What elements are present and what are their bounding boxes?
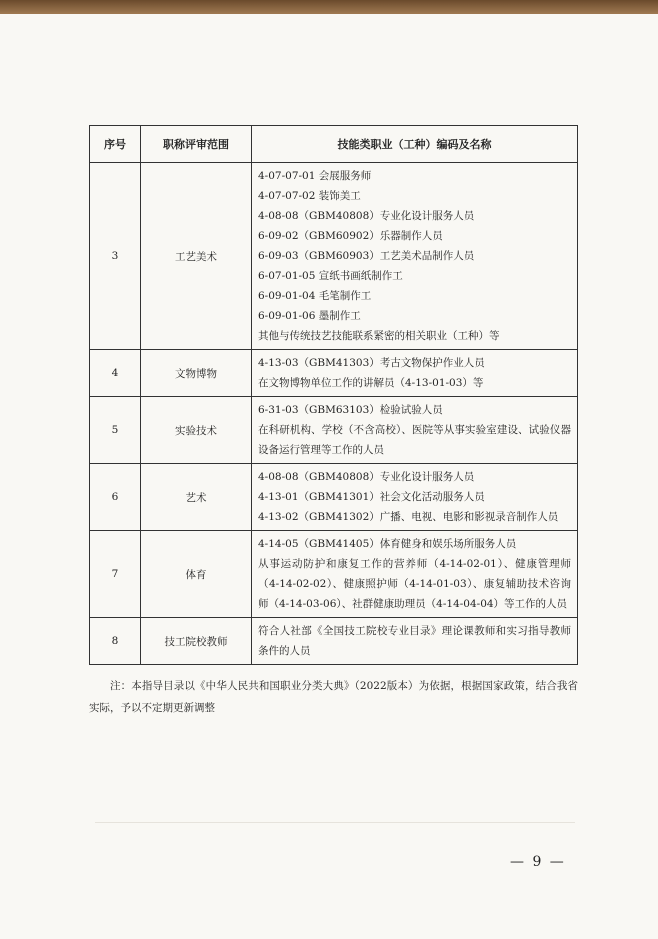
detail-line: 符合人社部《全国技工院校专业目录》理论课教师和实习指导教师条件的人员 xyxy=(258,625,571,657)
detail-line: 4-08-08（GBM40808）专业化设计服务人员 xyxy=(258,471,475,483)
header-serial: 序号 xyxy=(90,126,141,163)
table-row xyxy=(90,350,578,397)
row-detail xyxy=(252,464,578,531)
detail-line: 6-31-03（GBM63103）检验试验人员 xyxy=(258,404,443,416)
detail-line: 从事运动防护和康复工作的营养师（4-14-02-01）、健康管理师（4-14-02-02）、健康照护师（4-14-01-03）、康复辅助技术咨询师（4-14-03-06）、社群健康助理员（4-14-04-04）等工作的人员 xyxy=(258,558,571,610)
table-row xyxy=(90,163,578,350)
footnote: 注：本指导目录以《中华人民共和国职业分类大典》（2022版本）为依据，根据国家政策，结合我省实际，予以不定期更新调整 xyxy=(89,679,578,714)
row-detail xyxy=(252,531,578,618)
detail-line: 6-09-03（GBM60903）工艺美术品制作人员 xyxy=(258,250,475,262)
row-serial: 3 xyxy=(90,163,141,350)
occupation-table xyxy=(89,125,578,665)
detail-line: 4-08-08（GBM40808）专业化设计服务人员 xyxy=(258,210,475,222)
row-detail xyxy=(252,350,578,397)
detail-line: 6-09-01-06 墨制作工 xyxy=(258,310,361,322)
detail-line: 4-13-03（GBM41303）考古文物保护作业人员 xyxy=(258,357,485,369)
detail-line: 4-07-07-02 装饰美工 xyxy=(258,190,361,202)
detail-line: 其他与传统技艺技能联系紧密的相关职业（工种）等 xyxy=(258,330,500,342)
row-serial: 6 xyxy=(90,464,141,531)
detail-line: 6-09-02（GBM60902）乐器制作人员 xyxy=(258,230,443,242)
row-detail xyxy=(252,618,578,665)
row-serial: 5 xyxy=(90,397,141,464)
detail-line: 4-14-05（GBM41405）体育健身和娱乐场所服务人员 xyxy=(258,538,517,550)
detail-line: 在科研机构、学校（不含高校）、医院等从事实验室建设、试验仪器设备运行管理等工作的人员 xyxy=(258,424,571,456)
row-serial: 7 xyxy=(90,531,141,618)
detail-line: 在文物博物单位工作的讲解员（4-13-01-03）等 xyxy=(258,377,484,389)
row-detail xyxy=(252,163,578,350)
row-range: 工艺美术 xyxy=(141,163,252,350)
row-range: 艺术 xyxy=(141,464,252,531)
detail-line: 4-13-02（GBM41302）广播、电视、电影和影视录音制作人员 xyxy=(258,511,559,523)
table-row xyxy=(90,531,578,618)
detail-line: 4-07-07-01 会展服务师 xyxy=(258,170,372,182)
page-number: — 9 — xyxy=(510,854,566,870)
row-range: 技工院校教师 xyxy=(141,618,252,665)
detail-line: 6-07-01-05 宣纸书画纸制作工 xyxy=(258,270,403,282)
table-header-row xyxy=(90,126,578,163)
table-row xyxy=(90,464,578,531)
header-title-range: 职称评审范围 xyxy=(141,126,252,163)
row-range: 实验技术 xyxy=(141,397,252,464)
header-occupation-code-name: 技能类职业（工种）编码及名称 xyxy=(252,126,578,163)
row-serial: 4 xyxy=(90,350,141,397)
row-range: 文物博物 xyxy=(141,350,252,397)
divider xyxy=(95,822,575,823)
page-top-border xyxy=(0,0,658,14)
detail-line: 6-09-01-04 毛笔制作工 xyxy=(258,290,372,302)
table-row xyxy=(90,618,578,665)
table-row xyxy=(90,397,578,464)
row-serial: 8 xyxy=(90,618,141,665)
row-range: 体育 xyxy=(141,531,252,618)
row-detail xyxy=(252,397,578,464)
detail-line: 4-13-01（GBM41301）社会文化活动服务人员 xyxy=(258,491,485,503)
